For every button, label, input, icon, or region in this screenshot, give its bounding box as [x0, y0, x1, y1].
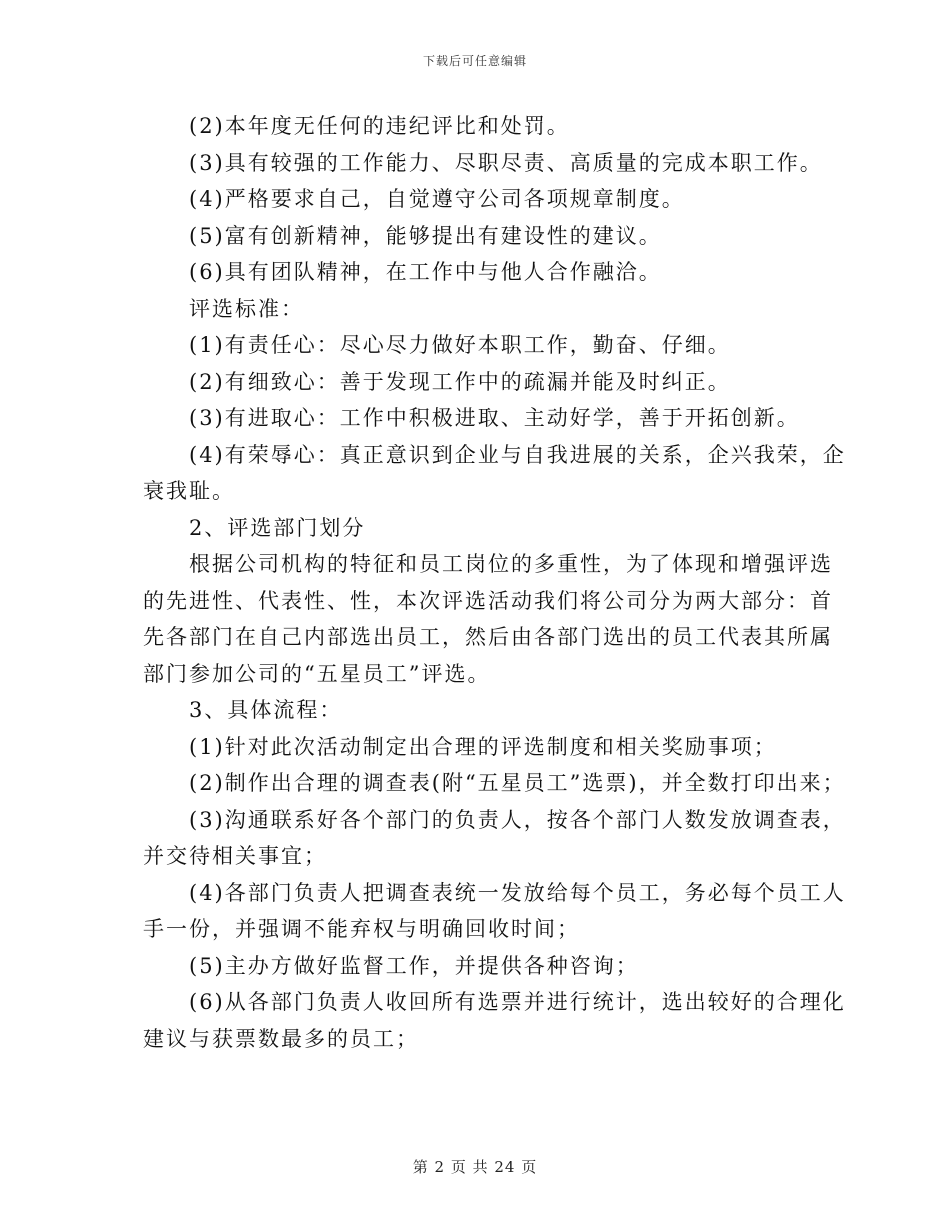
text-line: (3)沟通联系好各个部门的负责人，按各个部门人数发放调查表，	[189, 807, 846, 832]
section-heading: 2、评选部门划分	[189, 515, 366, 540]
text-line: (2)制作出合理的调查表(附“五星员工”选票)，并全数打印出来；	[189, 771, 846, 795]
text-line: (5)富有创新精神，能够提出有建设性的建议。	[189, 223, 662, 248]
text-line: (4)严格要求自己，自觉遵守公司各项规章制度。	[189, 187, 685, 211]
document-body	[143, 108, 846, 1057]
text-line: (4)有荣辱心：真正意识到企业与自我进展的关系，企兴我荣，企	[189, 442, 846, 467]
text-line: 部门参加公司的“五星员工”评选。	[143, 661, 491, 686]
text-line: 根据公司机构的特征和员工岗位的多重性，为了体现和增强评选	[189, 552, 833, 576]
text-line: 衰我耻。	[143, 479, 235, 503]
text-line: 的先进性、代表性、性，本次评选活动我们将公司分为两大部分：首	[143, 588, 833, 613]
text-line: (6)从各部门负责人收回所有选票并进行统计，选出较好的合理化	[189, 990, 846, 1014]
section-heading: 3、具体流程：	[189, 698, 343, 722]
text-line: 并交待相关事宜；	[143, 844, 327, 868]
page-number: 第 2 页 共 24 页	[412, 1158, 538, 1176]
text-line: (3)有进取心：工作中积极进取、主动好学，善于开拓创新。	[189, 406, 800, 430]
text-line: 先各部门在自己内部选出员工，然后由各部门选出的员工代表其所属	[143, 625, 833, 649]
text-line: 建议与获票数最多的员工；	[143, 1026, 419, 1051]
text-line: (5)主办方做好监督工作，并提供各种咨询；	[189, 953, 639, 978]
text-line: (1)针对此次活动制定出合理的评选制度和相关奖励事项；	[189, 734, 777, 759]
section-label: 评选标准：	[189, 296, 304, 321]
text-line: (1)有责任心：尽心尽力做好本职工作，勤奋、仔细。	[189, 333, 731, 357]
text-line: (2)有细致心：善于发现工作中的疏漏并能及时纠正。	[189, 369, 731, 394]
text-line: (4)各部门负责人把调查表统一发放给每个员工，务必每个员工人	[189, 880, 846, 905]
text-line: (2)本年度无任何的违纪评比和处罚。	[189, 114, 570, 138]
page-header: 下载后可任意编辑	[422, 54, 527, 68]
text-line: (6)具有团队精神，在工作中与他人合作融洽。	[189, 260, 662, 284]
text-line: (3)具有较强的工作能力、尽职尽责、高质量的完成本职工作。	[189, 150, 823, 175]
text-line: 手一份，并强调不能弃权与明确回收时间；	[143, 917, 580, 941]
